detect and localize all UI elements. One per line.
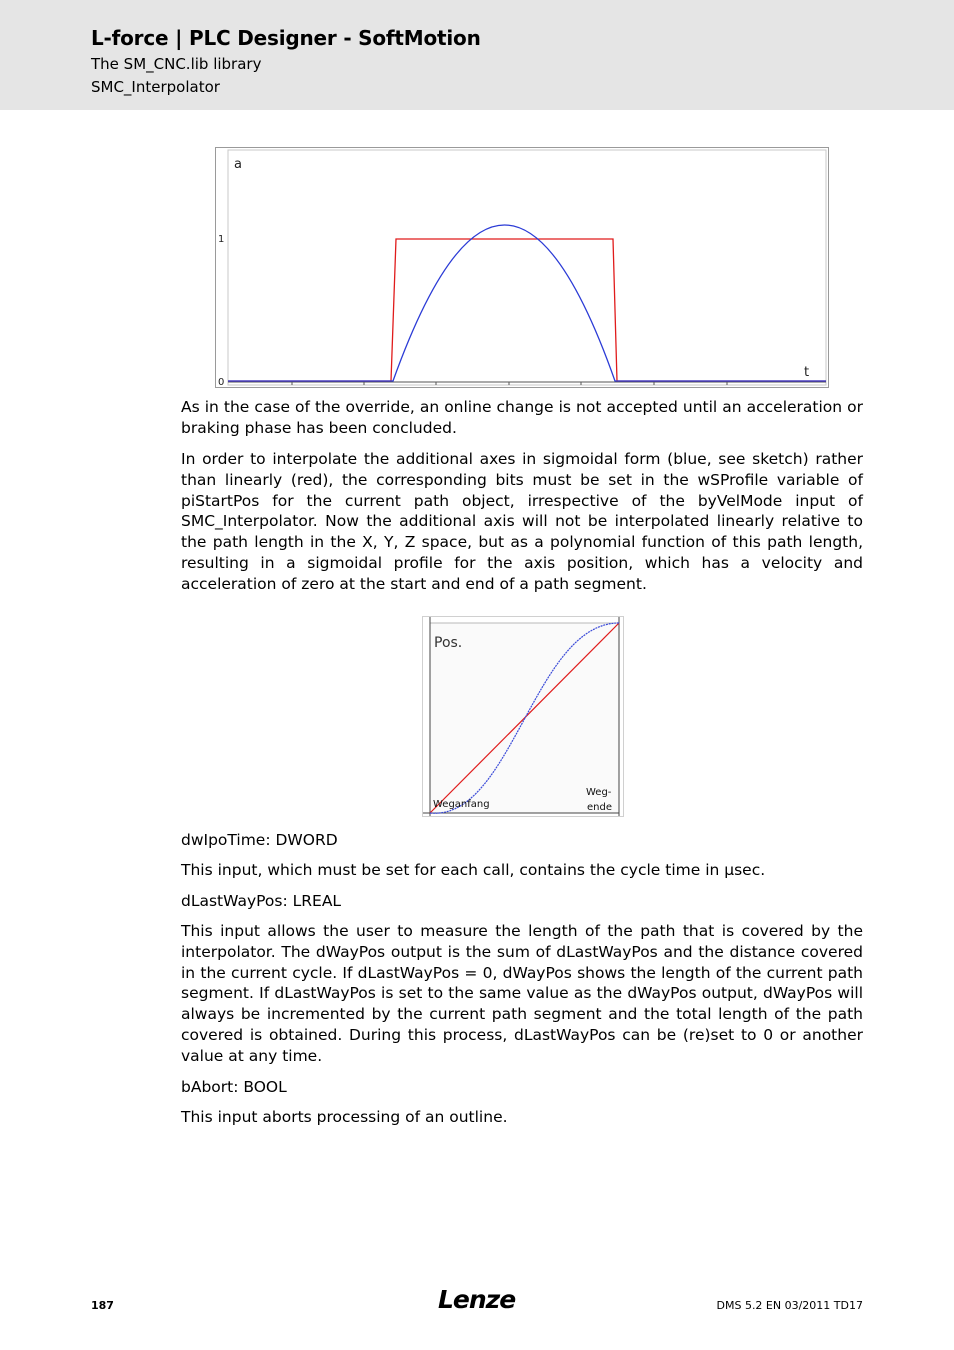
end-label-line1: Weg- — [586, 787, 612, 798]
y-axis-label: Pos. — [434, 635, 463, 651]
chapter-title: The SM_CNC.lib library — [91, 55, 262, 73]
x-axis-label: t — [804, 365, 810, 380]
position-profile-figure — [422, 616, 624, 817]
param-desc-dwipotime: This input, which must be set for each call, contains the cycle time in µsec. — [181, 861, 766, 879]
param-name-dwipotime: dwIpoTime: DWORD — [181, 831, 338, 849]
page-number: 187 — [91, 1299, 114, 1312]
paragraph-online-change: As in the case of the override, an online change is not accepted until an acceleration or braking phase has been concluded. — [181, 398, 863, 437]
end-label-line2: ende — [587, 802, 612, 813]
page-header — [0, 0, 954, 110]
param-desc-babort: This input aborts processing of an outline. — [181, 1108, 508, 1126]
param-name-babort: bAbort: BOOL — [181, 1078, 287, 1096]
paragraph-sigmoidal-interpolation: In order to interpolate the additional axes in sigmoidal form (blue, see sketch) rather than linearly (red), the corresponding bits must be set in the wSProfile variable of piStartPos for the current path object, irrespective of the byVelMode input of SMC_Interpolator. Now the additional axis will not be interpolated linearly relative to the path length in the X, Y, Z space, but as a polynomial function of this path length, resulting in a sigmoidal profile for the axis position, which has a velocity and acceleration of zero at the start and end of a path segment. — [181, 450, 863, 593]
start-label: Weganfang — [433, 799, 490, 810]
section-title: SMC_Interpolator — [91, 78, 220, 96]
acceleration-profile-figure — [215, 147, 829, 388]
tick-label-1: 1 — [218, 234, 225, 245]
document-title: L-force | PLC Designer - SoftMotion — [91, 26, 481, 50]
y-axis-label: a — [234, 157, 242, 172]
tick-label-0: 0 — [218, 377, 225, 388]
lenze-logo-text: Lenze — [438, 1286, 516, 1314]
param-desc-dlastwaypos: This input allows the user to measure the length of the path that is covered by the interpolator. The dWayPos output is the sum of dLastWayPos and the distance covered in the current cycle. If dLastWayPos = 0, dWayPos shows the length of the current path segment. If dLastWayPos is set to the same value as the dWayPos output, dWayPos will always be incremented by the current path segment and the total length of the path covered is obtained. During this process, dLastWayPos can be (re)set to 0 or another value at any time. — [181, 922, 863, 1065]
lenze-logo — [438, 1286, 518, 1314]
param-name-dlastwaypos: dLastWayPos: LREAL — [181, 892, 342, 910]
document-id: DMS 5.2 EN 03/2011 TD17 — [716, 1299, 863, 1312]
